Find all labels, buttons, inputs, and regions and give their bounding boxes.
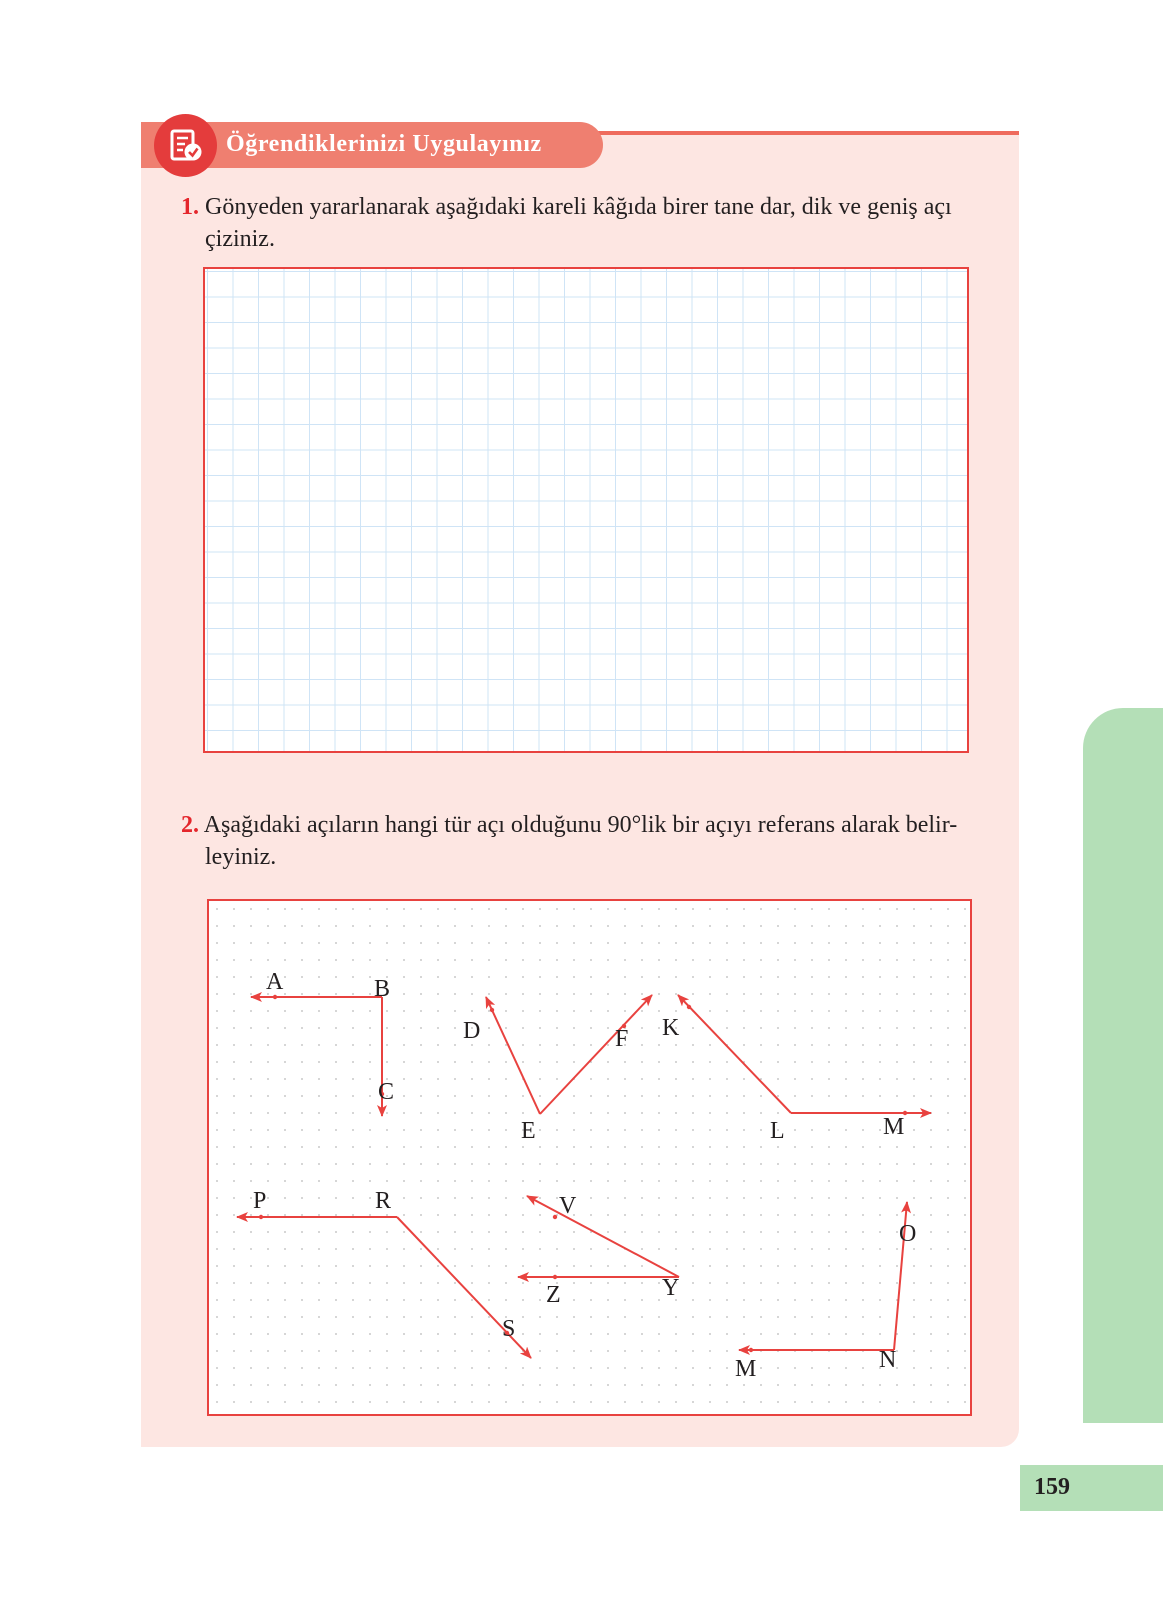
label-f: F	[615, 1026, 629, 1052]
label-p: P	[253, 1188, 267, 1214]
squared-paper-grid[interactable]	[203, 267, 969, 753]
dot-grid	[213, 905, 970, 1414]
label-m2: M	[735, 1356, 757, 1382]
point-m2	[749, 1348, 753, 1352]
point-k	[687, 1005, 691, 1009]
question-text-cont: çiziniz.	[205, 226, 275, 252]
point-v	[553, 1215, 557, 1219]
label-d: D	[463, 1018, 481, 1044]
question-1	[181, 191, 1011, 255]
label-y: Y	[662, 1275, 680, 1301]
question-text: Aşağıdaki açıların hangi tür açı olduğunu 90°lik bir açıyı referans alarak belir-	[203, 812, 958, 838]
checklist-icon	[154, 114, 217, 177]
label-o: O	[899, 1221, 917, 1247]
label-s: S	[502, 1316, 516, 1342]
label-m1: M	[883, 1114, 905, 1140]
label-e: E	[521, 1118, 536, 1144]
label-c: C	[378, 1079, 395, 1105]
section-title: Öğrendiklerinizi Uygulayınız	[226, 131, 542, 157]
label-a: A	[266, 969, 284, 995]
question-number: 1.	[181, 194, 199, 220]
label-n: N	[879, 1347, 897, 1373]
label-l: L	[770, 1118, 785, 1144]
point-z	[553, 1275, 557, 1279]
label-v: V	[559, 1193, 577, 1219]
angles-figure	[209, 901, 974, 1418]
question-number: 2.	[181, 812, 199, 838]
label-k: K	[662, 1015, 680, 1041]
angle-figure-box	[207, 899, 972, 1416]
question-2	[181, 809, 1011, 873]
label-z: Z	[546, 1282, 561, 1308]
header-rule	[590, 131, 1019, 135]
label-r: R	[375, 1188, 392, 1214]
point-o	[904, 1207, 908, 1211]
page-number: 159	[1034, 1474, 1070, 1500]
point-a	[273, 995, 277, 999]
label-b: B	[374, 976, 391, 1002]
question-text-cont: leyiniz.	[205, 844, 277, 870]
point-p	[259, 1215, 263, 1219]
side-tab	[1083, 708, 1163, 1423]
point-d	[490, 1008, 494, 1012]
question-text: Gönyeden yararlanarak aşağıdaki kareli kâğıda birer tane dar, dik ve geniş açı	[205, 194, 952, 220]
